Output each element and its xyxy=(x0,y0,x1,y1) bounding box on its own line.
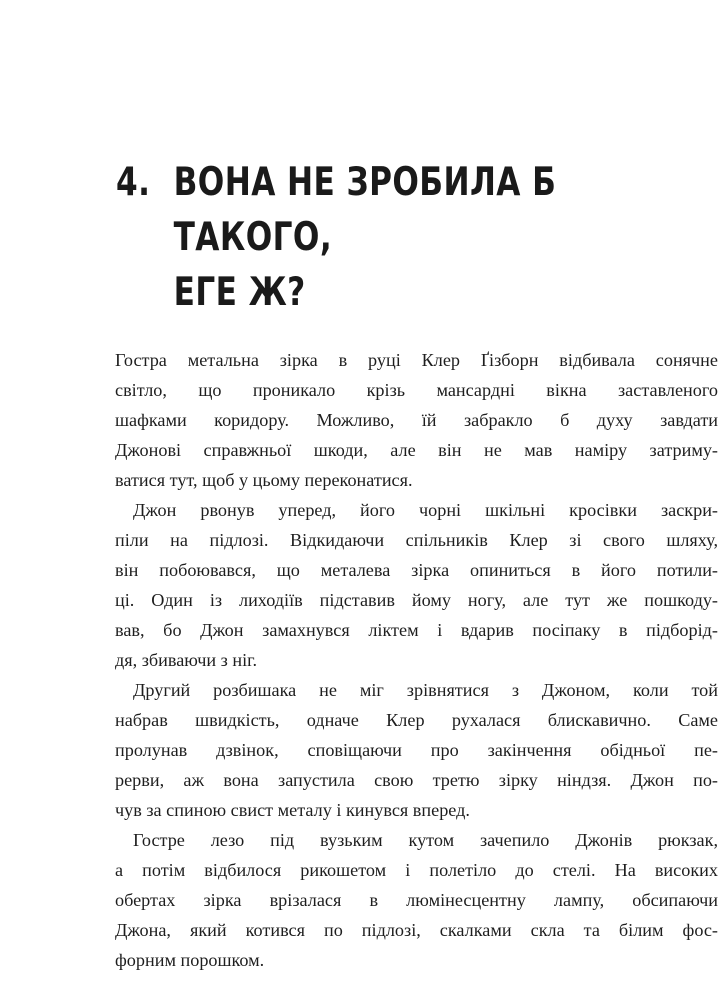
text-line: рерви, аж вона запустила свою третю зірку ніндзя. Джон по- xyxy=(115,770,718,790)
paragraph-1 xyxy=(115,345,718,495)
text-line: пролунав дзвінок, сповіщаючи про закінчення обідньої пе- xyxy=(115,740,718,760)
text-line: Джонові справжньої шкоди, але він не мав наміру затриму- xyxy=(115,440,718,460)
text-line: чув за спиною свист металу і кинувся вперед. xyxy=(115,800,470,820)
text-line: Гостре лезо під вузьким кутом зачепило Джонів рюкзак, xyxy=(133,830,718,850)
text-line: ватися тут, щоб у цьому переконатися. xyxy=(115,470,413,490)
chapter-body xyxy=(115,345,718,975)
text-line: обертах зірка врізалася в люмінесцентну лампу, обсипаючи xyxy=(115,890,718,910)
text-line: піли на підлозі. Відкидаючи спільників Клер зі свого шляху, xyxy=(115,530,718,550)
text-line: набрав швидкість, одначе Клер рухалася блискавично. Саме xyxy=(115,710,718,730)
paragraph-3 xyxy=(115,675,718,825)
text-line: шафками коридору. Можливо, їй забракло б духу завдати xyxy=(115,410,718,430)
text-line: дя, збиваючи з ніг. xyxy=(115,650,258,670)
paragraph-4 xyxy=(115,825,718,975)
text-line: форним порошком. xyxy=(115,950,265,970)
paragraph-2 xyxy=(115,495,718,675)
text-line: він побоювався, що металева зірка опиниться в його потили- xyxy=(115,560,718,580)
chapter-title: ВОНА НЕ ЗРОБИЛА Б ТАКОГО, ЕГЕ Ж? xyxy=(173,160,557,315)
text-line: Гостра метальна зірка в руці Клер Ґізборн відбивала сонячне xyxy=(115,350,718,370)
text-line: Джон рвонув уперед, його чорні шкільні кросівки заскри- xyxy=(133,500,718,520)
text-line: світло, що проникало крізь мансардні вікна заставленого xyxy=(115,380,718,400)
text-line: вав, бо Джон замахнувся ліктем і вдарив посіпаку в підборід- xyxy=(115,620,718,640)
text-line: Другий розбишака не міг зрівнятися з Джоном, коли той xyxy=(133,680,718,700)
chapter-number: 4. xyxy=(116,160,151,205)
text-line: ці. Один із лиходіїв підставив йому ногу, але тут же пошкоду- xyxy=(115,590,718,610)
text-line: Джона, який котився по підлозі, скалками скла та білим фос- xyxy=(115,920,718,940)
text-line: а потім відбилося рикошетом і полетіло до стелі. На високих xyxy=(115,860,718,880)
